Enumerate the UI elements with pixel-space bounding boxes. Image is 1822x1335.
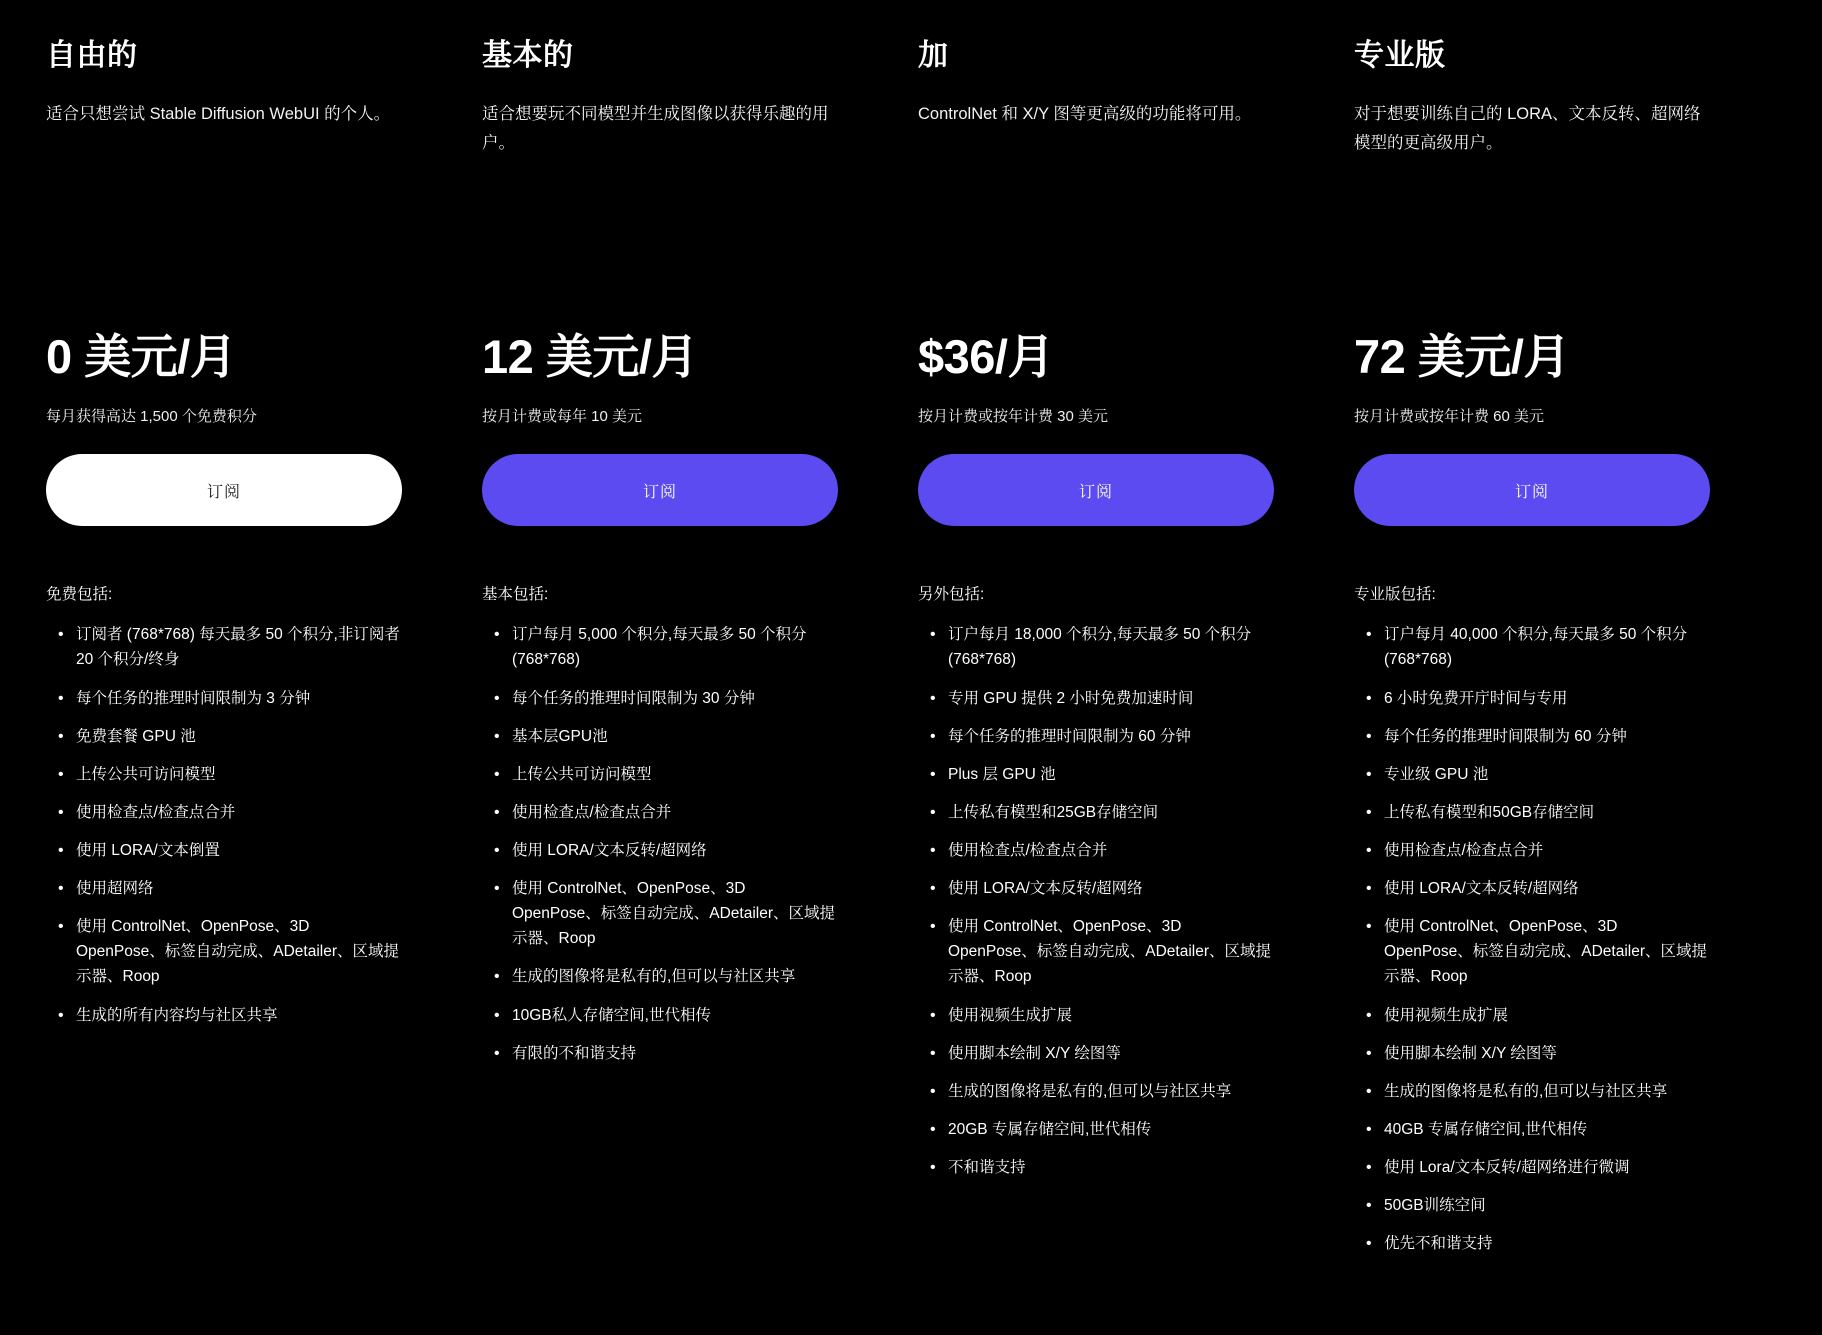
feature-item: • 免费套餐 GPU 池 bbox=[46, 724, 402, 749]
plan-billing-note: 按月计费或按年计费 30 美元 bbox=[918, 408, 1109, 426]
plan-name: 专业版 bbox=[1354, 39, 1446, 72]
feature-item: • 使用 LORA/文本倒置 bbox=[46, 838, 402, 863]
feature-item: • 上传私有模型和25GB存储空间 bbox=[918, 800, 1274, 825]
feature-item: • 20GB 专属存储空间,世代相传 bbox=[918, 1117, 1274, 1142]
feature-item: • 使用检查点/检查点合并 bbox=[46, 800, 402, 825]
feature-item: • 有限的不和谐支持 bbox=[482, 1041, 838, 1066]
feature-item: • 使用 LORA/文本反转/超网络 bbox=[1354, 876, 1710, 901]
plan-card bbox=[1354, 38, 1790, 1269]
feature-item: • 50GB训练空间 bbox=[1354, 1193, 1710, 1218]
feature-item: • 生成的图像将是私有的,但可以与社区共享 bbox=[918, 1079, 1274, 1104]
plan-description: 适合想要玩不同模型并生成图像以获得乐趣的用户。 bbox=[482, 105, 829, 153]
feature-item: • 专业级 GPU 池 bbox=[1354, 762, 1710, 787]
feature-item: • 使用视频生成扩展 bbox=[918, 1003, 1274, 1028]
feature-item: • 使用超网络 bbox=[46, 876, 402, 901]
plan-name: 基本的 bbox=[482, 39, 574, 72]
feature-item: • 订户每月 40,000 个积分,每天最多 50 个积分 (768*768) bbox=[1354, 622, 1710, 672]
feature-item: • 生成的所有内容均与社区共享 bbox=[46, 1003, 402, 1028]
feature-item: • 生成的图像将是私有的,但可以与社区共享 bbox=[482, 964, 838, 989]
features-title: 另外包括: bbox=[918, 586, 985, 604]
plan-card bbox=[918, 38, 1354, 1269]
feature-item: • 订阅者 (768*768) 每天最多 50 个积分,非订阅者 20 个积分/终身 bbox=[46, 622, 402, 672]
feature-item: • 10GB私人存储空间,世代相传 bbox=[482, 1003, 838, 1028]
feature-item: • 优先不和谐支持 bbox=[1354, 1231, 1710, 1256]
plan-price-block bbox=[918, 332, 1274, 526]
feature-item: • 上传公共可访问模型 bbox=[482, 762, 838, 787]
feature-item: • 使用检查点/检查点合并 bbox=[482, 800, 838, 825]
plan-description: 对于想要训练自己的 LORA、文本反转、超网络模型的更高级用户。 bbox=[1354, 105, 1701, 153]
feature-item: • 使用检查点/检查点合并 bbox=[1354, 838, 1710, 863]
feature-item: • 上传私有模型和50GB存储空间 bbox=[1354, 800, 1710, 825]
plan-name: 加 bbox=[918, 39, 949, 72]
plan-description: ControlNet 和 X/Y 图等更高级的功能将可用。 bbox=[918, 105, 1252, 123]
subscribe-button[interactable]: 订阅 bbox=[46, 454, 402, 526]
plan-price: 72 美元/月 bbox=[1354, 330, 1570, 383]
plan-price: $36/月 bbox=[918, 330, 1054, 383]
feature-list bbox=[918, 622, 1274, 1180]
plan-card bbox=[482, 38, 918, 1269]
subscribe-button[interactable]: 订阅 bbox=[1354, 454, 1710, 526]
feature-item: • 使用 Lora/文本反转/超网络进行微调 bbox=[1354, 1155, 1710, 1180]
plan-price: 0 美元/月 bbox=[46, 330, 237, 383]
feature-list bbox=[482, 622, 838, 1065]
subscribe-button[interactable]: 订阅 bbox=[482, 454, 838, 526]
feature-item: • 专用 GPU 提供 2 小时免费加速时间 bbox=[918, 686, 1274, 711]
plan-price: 12 美元/月 bbox=[482, 330, 698, 383]
plan-billing-note: 每月获得高达 1,500 个免费积分 bbox=[46, 408, 257, 426]
feature-item: • 订户每月 18,000 个积分,每天最多 50 个积分 (768*768) bbox=[918, 622, 1274, 672]
feature-item: • 使用 LORA/文本反转/超网络 bbox=[482, 838, 838, 863]
feature-item: • 使用 ControlNet、OpenPose、3D OpenPose、标签自动完成、ADetailer、区域提示器、Roop bbox=[46, 914, 402, 989]
plan-price-block bbox=[1354, 332, 1710, 526]
feature-item: • 使用 ControlNet、OpenPose、3D OpenPose、标签自动完成、ADetailer、区域提示器、Roop bbox=[918, 914, 1274, 989]
feature-item: • 使用脚本绘制 X/Y 绘图等 bbox=[918, 1041, 1274, 1066]
feature-item: • 使用 ControlNet、OpenPose、3D OpenPose、标签自动完成、ADetailer、区域提示器、Roop bbox=[482, 876, 838, 951]
feature-item: • 订户每月 5,000 个积分,每天最多 50 个积分 (768*768) bbox=[482, 622, 838, 672]
feature-item: • 使用视频生成扩展 bbox=[1354, 1003, 1710, 1028]
plan-card bbox=[46, 38, 482, 1269]
feature-item: • 使用 LORA/文本反转/超网络 bbox=[918, 876, 1274, 901]
feature-list bbox=[46, 622, 402, 1027]
subscribe-button[interactable]: 订阅 bbox=[918, 454, 1274, 526]
feature-item: • 生成的图像将是私有的,但可以与社区共享 bbox=[1354, 1079, 1710, 1104]
feature-item: • 每个任务的推理时间限制为 3 分钟 bbox=[46, 686, 402, 711]
plan-billing-note: 按月计费或按年计费 60 美元 bbox=[1354, 408, 1545, 426]
plan-price-block bbox=[46, 332, 402, 526]
feature-item: • 40GB 专属存储空间,世代相传 bbox=[1354, 1117, 1710, 1142]
feature-item: • 每个任务的推理时间限制为 60 分钟 bbox=[918, 724, 1274, 749]
feature-item: • 每个任务的推理时间限制为 30 分钟 bbox=[482, 686, 838, 711]
feature-item: • 使用检查点/检查点合并 bbox=[918, 838, 1274, 863]
plan-price-block bbox=[482, 332, 838, 526]
plan-name: 自由的 bbox=[46, 39, 138, 72]
feature-item: • Plus 层 GPU 池 bbox=[918, 762, 1274, 787]
plan-billing-note: 按月计费或每年 10 美元 bbox=[482, 408, 643, 426]
feature-item: • 上传公共可访问模型 bbox=[46, 762, 402, 787]
feature-item: • 不和谐支持 bbox=[918, 1155, 1274, 1180]
feature-list bbox=[1354, 622, 1710, 1256]
feature-item: • 使用脚本绘制 X/Y 绘图等 bbox=[1354, 1041, 1710, 1066]
feature-item: • 每个任务的推理时间限制为 60 分钟 bbox=[1354, 724, 1710, 749]
feature-item: • 基本层GPU池 bbox=[482, 724, 838, 749]
feature-item: • 使用 ControlNet、OpenPose、3D OpenPose、标签自动完成、ADetailer、区域提示器、Roop bbox=[1354, 914, 1710, 989]
plan-description: 适合只想尝试 Stable Diffusion WebUI 的个人。 bbox=[46, 105, 391, 123]
features-title: 专业版包括: bbox=[1354, 586, 1436, 604]
features-title: 免费包括: bbox=[46, 586, 113, 604]
feature-item: • 6 小时免费开庁时间与专用 bbox=[1354, 686, 1710, 711]
features-title: 基本包括: bbox=[482, 586, 549, 604]
